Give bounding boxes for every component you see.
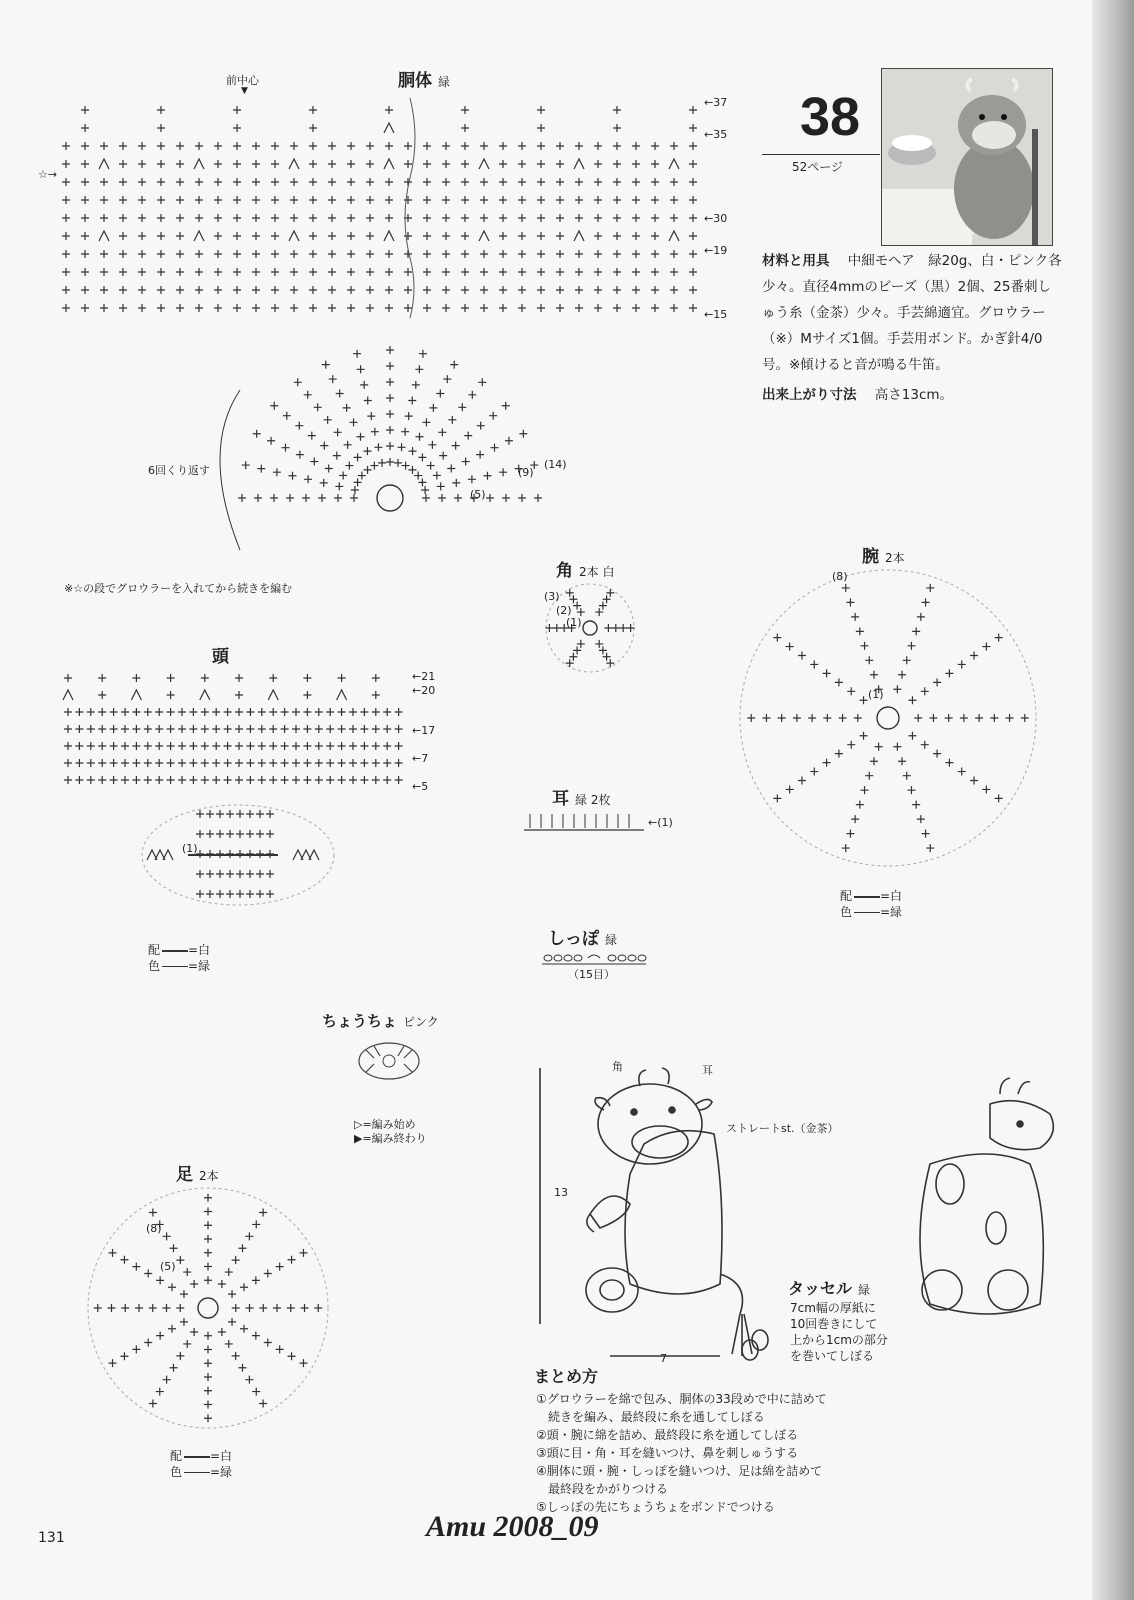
magazine-title: Amu 2008_09 (426, 1510, 599, 1543)
head-row-17: ←17 (412, 724, 436, 737)
assembly-step: ④胴体に頭・腕・しっぽを縫いつけ、足は綿を詰めて (536, 1464, 823, 1478)
horn-row-3: (3) (544, 590, 560, 603)
pattern-ref-page: 52ページ (792, 160, 844, 174)
head-row-21: ←21 (412, 670, 436, 683)
body-title: 胴体 緑 (398, 71, 451, 91)
head-row-20: ←20 (412, 684, 436, 697)
assembly-step: ③頭に目・角・耳を縫いつけ、鼻を刺しゅうする (536, 1446, 799, 1460)
materials-block (762, 248, 1062, 408)
book-binding-shadow (1092, 0, 1134, 1600)
body-base-round-chart (200, 330, 580, 570)
assembly-steps (536, 1390, 827, 1516)
tassel-instructions: 7cm幅の厚紙に 10回巻きにして 上から1cmの部分 を巻いてしぼる (790, 1301, 888, 1363)
head-base-oval-chart (138, 800, 338, 910)
head-color-legend: 配色 =白 =緑 (148, 943, 211, 973)
body-circle-row-9: (9) (518, 466, 534, 479)
illus-ear-label: 耳 (702, 1064, 713, 1077)
head-title: 頭 (212, 647, 229, 667)
body-row-30: ←30 (704, 212, 728, 225)
head-stitch-chart (62, 668, 412, 802)
head-row-7: ←7 (412, 752, 429, 765)
head-center-row: (1) (182, 842, 198, 855)
repeat-note: 6回くり返す (148, 464, 210, 477)
body-circle-row-14: (14) (544, 458, 567, 471)
toy-photo (881, 68, 1053, 246)
body-row-37: ←37 (704, 96, 728, 109)
ear-row-1: ←(1) (648, 816, 673, 829)
size-text: 高さ13cm。 (874, 387, 954, 403)
materials-title: 材料と用具 (762, 253, 830, 269)
front-center-label: 前中心 (226, 74, 259, 87)
page-number: 131 (38, 1530, 65, 1546)
horn-title: 角 2本 白 (556, 561, 615, 581)
ear-title: 耳 緑 2枚 (552, 789, 611, 809)
arm-row-1: (1) (868, 688, 884, 701)
body-row-15: ←15 (704, 308, 728, 321)
foot-row-8: (8) (146, 1222, 162, 1235)
tassel-title: タッセル 緑 (788, 1279, 871, 1298)
materials-text: 中細モヘア 緑20g、白・ピンク各少々。直径4mmのビーズ（黒）2個、25番刺しゅう糸（金茶）少々。手芸綿適宜。グロウラー（※）Mサイズ1個。手芸用ボンド。かぎ針4/0号。※傾けると音が鳴る牛笛。 (762, 253, 1062, 373)
tail-title: しっぽ 緑 (548, 929, 618, 949)
size-title: 出来上がり寸法 (762, 387, 857, 403)
arm-row-8: (8) (832, 570, 848, 583)
foot-color-legend: 配色 =白 =緑 (170, 1449, 233, 1479)
horn-row-1: (1) (566, 616, 582, 629)
body-stitch-chart (60, 94, 710, 324)
illus-horn-label: 角 (612, 1060, 623, 1073)
illus-height: 13 (554, 1186, 568, 1199)
assembly-step: ⑤しっぽの先にちょうちょをボンドでつける (536, 1500, 775, 1514)
arm-color-legend: 配色 =白 =緑 (840, 889, 903, 919)
foot-row-5: (5) (160, 1260, 176, 1273)
front-center-marker: ▼ (241, 86, 248, 96)
pattern-number-rule (762, 154, 880, 155)
arm-title: 腕 2本 (862, 547, 905, 567)
body-row-35: ←35 (704, 128, 728, 141)
tail-count: （15目） (568, 968, 615, 981)
assembly-step: ①グロウラーを綿で包み、胴体の33段めで中に詰めて (536, 1392, 827, 1406)
illus-stitch-label: ストレートst.（金茶） (726, 1122, 839, 1135)
arm-stitch-chart (736, 566, 1040, 870)
assembly-title: まとめ方 (534, 1367, 599, 1386)
foot-title: 足 2本 (176, 1165, 219, 1185)
horn-row-2: (2) (556, 604, 572, 617)
bow-start-legend: ▷=編み始め (354, 1118, 416, 1131)
head-row-5: ←5 (412, 780, 429, 793)
ear-stitch-chart (520, 806, 650, 836)
body-footnote: ※☆の段でグロウラーを入れてから続きを編む (64, 582, 293, 595)
bow-end-legend: ▶=編み終わり (354, 1132, 427, 1145)
illus-width: 7 (660, 1352, 667, 1365)
body-circle-row-5: (5) (470, 488, 486, 501)
assembly-step: 最終段をかがりつける (536, 1482, 669, 1496)
assembly-step: ②頭・腕に綿を詰め、最終段に糸を通してしぼる (536, 1428, 799, 1442)
star-marker: ☆→ (38, 168, 58, 181)
bow-title: ちょうちょ ピンク (322, 1012, 439, 1030)
bow-stitch-chart (354, 1036, 424, 1086)
foot-stitch-chart (86, 1186, 330, 1430)
body-row-19: ←19 (704, 244, 728, 257)
assembly-step: 続きを編み、最終段に糸を通してしぼる (536, 1410, 765, 1424)
pattern-number: 38 (800, 87, 861, 147)
